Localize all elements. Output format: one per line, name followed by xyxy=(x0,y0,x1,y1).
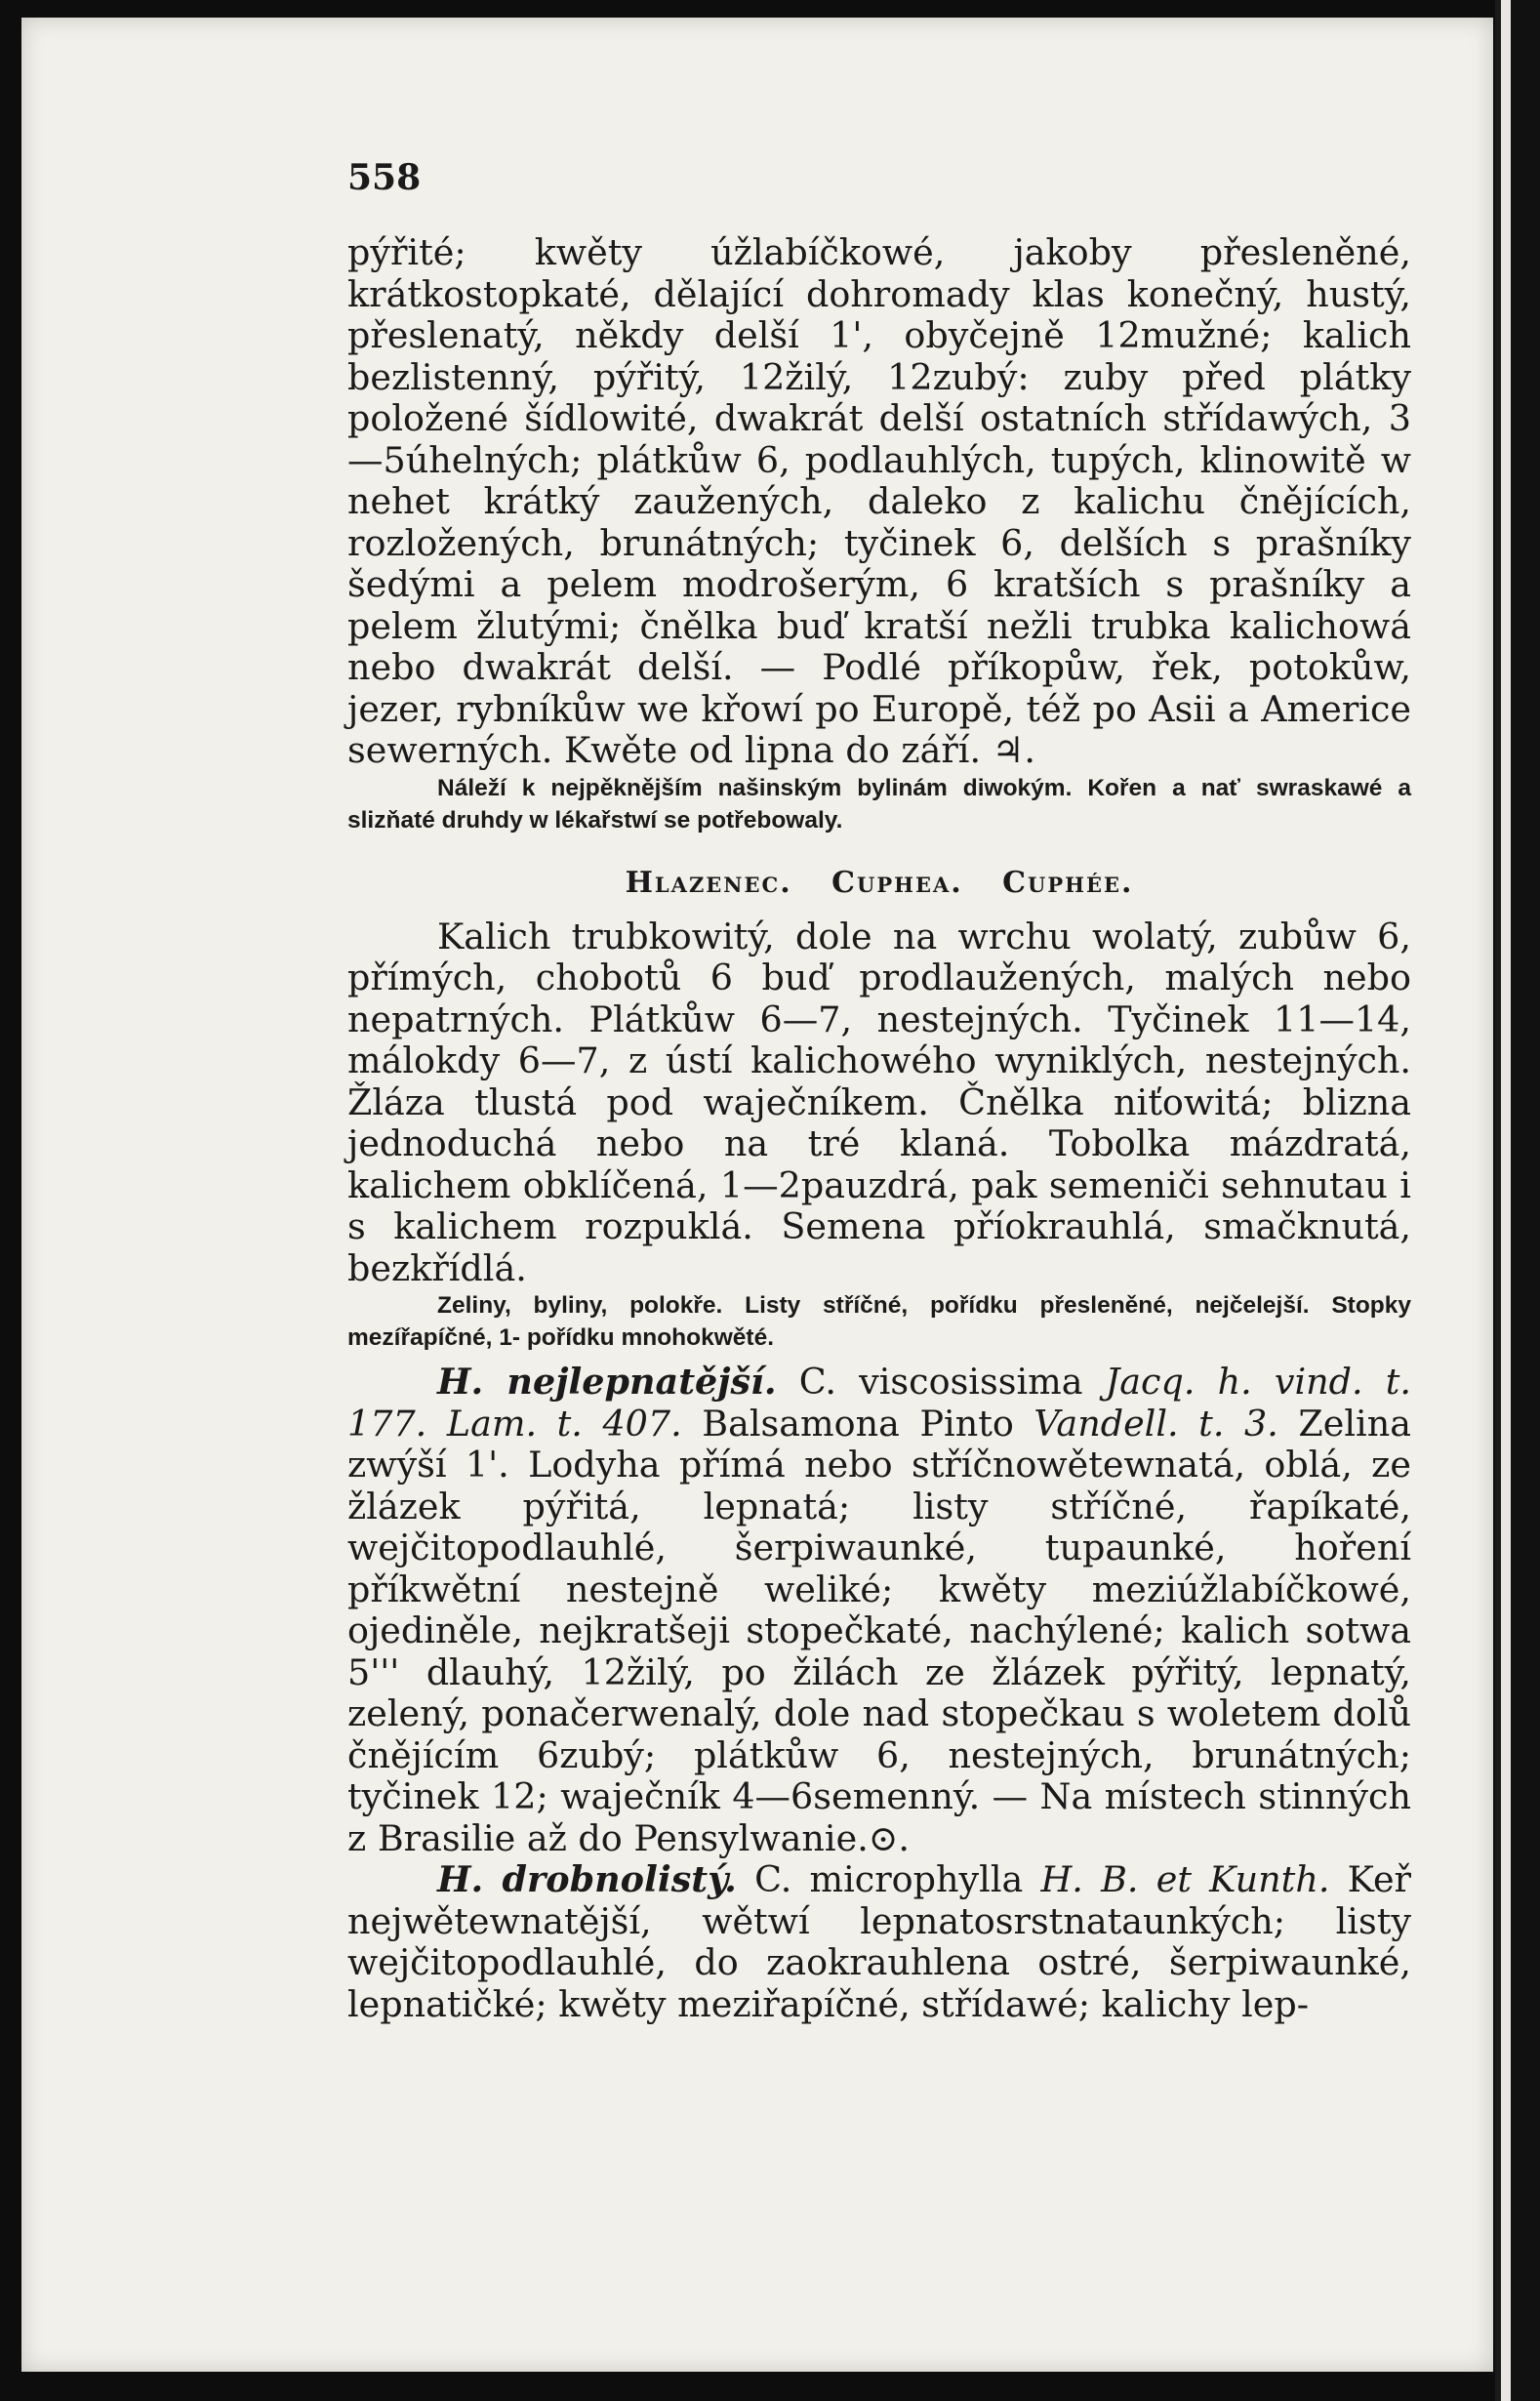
species-1-ref1: Jacq. h. vind. t. 177. xyxy=(347,1361,1412,1445)
species-2-text: Keř nejwětewnatější, wětwí lepnatosrstnataunkých; listy wejčitopodlauhlé, do zaokrauhlena ostré, šerpiwaunké, lepnatičké; kwěty meziřapíčné, střídawé; kalichy lep- xyxy=(347,1858,1411,2025)
species-2-name: H. drobnolistý. xyxy=(437,1858,737,1900)
genus-french: Cuphée. xyxy=(1002,865,1134,900)
species-entry-1 xyxy=(347,1362,1411,1859)
species-1-ref2: Lam. t. 407. xyxy=(446,1402,682,1445)
intro-note: Náleží k nejpěknějším našinským bylinám diwokým. Kořen a nať swraskawé a slizňaté druhdy w lékařstwí se potřebowaly. xyxy=(347,774,1411,834)
genus-czech: Hlazenec. xyxy=(625,865,792,900)
intro-paragraph: pýřité; kwěty úžlabíčkowé, jakoby přesleněné, krátkostopkaté, dělající dohromady klas konečný, hustý, přeslenatý, někdy delší 1', obyčejně 12mužné; kalich bezlistenný, pýřitý, 12žilý, 12zubý: zuby před plátky položené šídlowité, dwakrát delší ostatních střídawých, 3—5úhelných; plátkůw 6, podlauhlých, tupých, klinowitě w nehet krátký zaužených, daleko z kalichu čnějících, rozložených, brunátných; tyčinek 6, delších s prašníky šedými a pelem modrošerým, 6 kratších s prašníky a pelem žlutými; čnělka buď kratší nežli trubka kalichowá nebo dwakrát delší. — Podlé příkopůw, řek, potokůw, jezer, rybníkůw we křowí po Europě, též po Asii a Americe sewerných. Kwěte od lipna do září. ♃. xyxy=(347,231,1411,771)
species-1-ref4: Vandell. t. 3. xyxy=(1033,1402,1278,1445)
species-entry-2 xyxy=(347,1859,1411,2025)
genus-heading xyxy=(347,864,1411,903)
genus-note: Zeliny, byliny, polokře. Listy stříčné, pořídku přesleněné, nejčelejší. Stopky mezířapíčné, 1- pořídku mnohokwěté. xyxy=(347,1292,1411,1351)
scan-edge xyxy=(1495,0,1540,2401)
species-1-name: H. nejlepnatější. xyxy=(437,1361,777,1403)
species-2-latin: C. microphylla xyxy=(754,1858,1024,1900)
species-1-latin: C. viscosissima xyxy=(798,1361,1083,1403)
genus-description: Kalich trubkowitý, dole na wrchu wolatý, zubůw 6, přímých, chobotů 6 buď prodlaužených, malých nebo nepatrných. Plátkůw 6—7, nestejných. Tyčinek 11—14, málokdy 6—7, z ústí kalichowého wyniklých, nestejných. Žláza tlustá pod waječníkem. Čnělka niťowitá; blizna jednoduchá nebo na tré klaná. Tobolka mázdratá, kalichem obklíčená, 1—2pauzdrá, pak semeniči sehnutau i s kalichem rozpuklá. Semena příokrauhlá, smačknutá, bezkřídlá. xyxy=(347,915,1411,1289)
species-1-text: Zelina zwýší 1'. Lodyha přímá nebo stříčnowětewnatá, oblá, ze žlázek pýřitá, lepnatá; listy stříčné, řapíkaté, wejčitopodlauhlé, šerpiwaunké, tupaunké, hoření příkwětní nestejně weliké; kwěty meziúžlabíčkowé, ojediněle, nejkratšeji stopečkaté, nachýlené; kalich sotwa 5''' dlauhý, 12žilý, po žilách ze žlázek pýřitý, lepnatý, zelený, ponačerwenalý, dole nad stopečkau s woletem dolů čnějícím 6zubý; plátkůw 6, nestejných, brunátných; tyčinek 12; waječník 4—6semenný. — Na místech stinných z Brasilie až do Pensylwanie.⊙. xyxy=(347,1402,1411,1859)
page-content xyxy=(347,156,1411,2025)
species-2-ref1: H. B. et Kunth. xyxy=(1040,1858,1330,1900)
species-1-ref3: Balsamona Pinto xyxy=(702,1402,1014,1445)
genus-latin: Cuphea. xyxy=(831,865,963,900)
page-number: 558 xyxy=(347,157,422,198)
